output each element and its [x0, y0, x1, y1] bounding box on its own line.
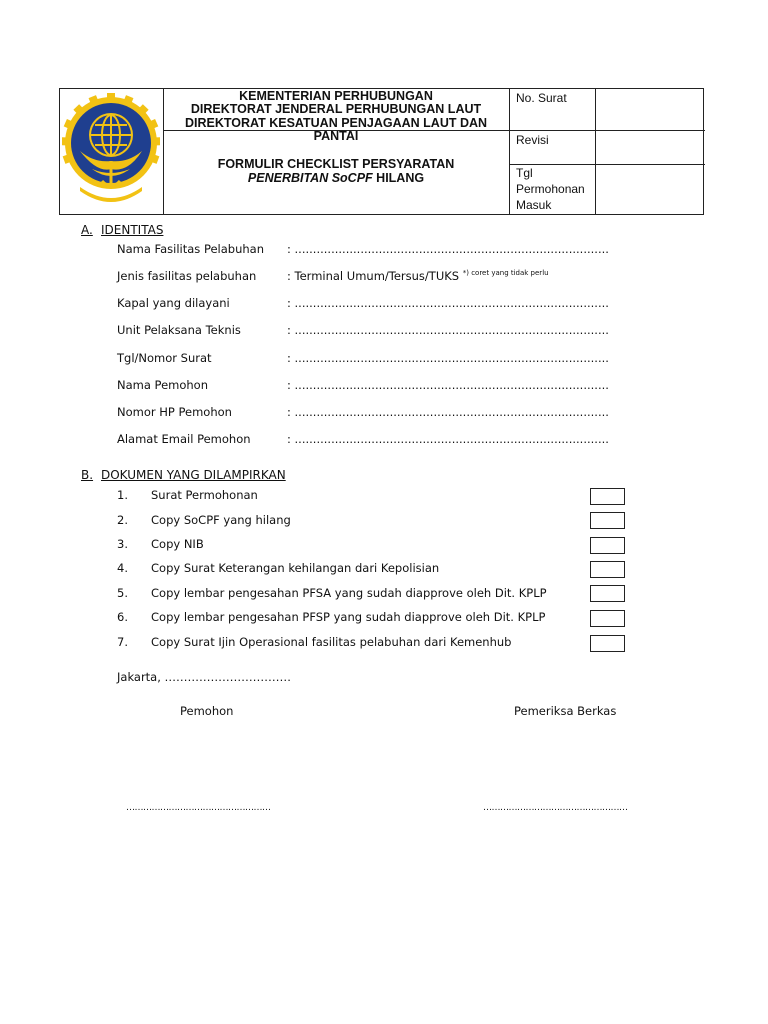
checker-signature-line: ……………………………………………	[483, 803, 628, 813]
field-value: : ......................................................................................	[287, 242, 609, 256]
field-label: Tgl/Nomor Surat	[117, 351, 212, 365]
document-item: Copy Surat Keterangan kehilangan dari Kepolisian	[151, 561, 440, 575]
document-checkbox[interactable]	[590, 512, 625, 529]
document-checkbox[interactable]	[590, 561, 625, 578]
section-a-heading	[81, 223, 163, 237]
field-label: Unit Pelaksana Teknis	[117, 323, 241, 337]
field-value: : ......................................................................................	[287, 296, 609, 310]
field-value: : ......................................................................................	[287, 378, 609, 392]
document-number: 3.	[117, 537, 128, 551]
form-subtitle	[163, 172, 509, 185]
place-date: Jakarta, ……………………………	[117, 670, 292, 684]
facility-type-options: : Terminal Umum/Tersus/TUKS	[287, 269, 463, 283]
section-a-title: IDENTITAS	[101, 223, 164, 237]
section-a-letter: A.	[81, 223, 93, 237]
document-number: 6.	[117, 610, 128, 624]
field-value	[287, 269, 549, 283]
header-divider	[509, 130, 705, 131]
tgl-label-line3: Masuk	[516, 198, 552, 212]
field-label: Nama Pemohon	[117, 378, 209, 392]
document-checkbox[interactable]	[590, 537, 625, 554]
field-value: : ......................................................................................	[287, 323, 609, 337]
section-b-title: DOKUMEN YANG DILAMPIRKAN	[101, 468, 286, 482]
checker-label: Pemeriksa Berkas	[514, 704, 617, 718]
tgl-label-line1: Tgl	[516, 166, 533, 180]
tgl-label-line2: Permohonan	[516, 182, 585, 196]
document-item: Copy SoCPF yang hilang	[151, 513, 291, 527]
document-number: 7.	[117, 635, 128, 649]
header-table	[59, 88, 704, 215]
field-label: Nama Fasilitas Pelabuhan	[117, 242, 264, 256]
document-number: 5.	[117, 586, 128, 600]
header-divider	[509, 89, 510, 214]
field-label: Jenis fasilitas pelabuhan	[117, 269, 257, 283]
field-label: Kapal yang dilayani	[117, 296, 230, 310]
document-checkbox[interactable]	[590, 585, 625, 602]
section-b-letter: B.	[81, 468, 94, 482]
document-item: Copy lembar pengesahan PFSA yang sudah diapprove oleh Dit. KPLP	[151, 586, 547, 600]
ministry-logo	[62, 91, 160, 211]
document-item: Copy lembar pengesahan PFSP yang sudah diapprove oleh Dit. KPLP	[151, 610, 546, 624]
form-subtitle-rest: HILANG	[372, 171, 425, 185]
field-label: Alamat Email Pemohon	[117, 432, 251, 446]
applicant-label: Pemohon	[180, 704, 234, 718]
applicant-signature-line: ……………………………………………	[126, 803, 271, 813]
document-item: Copy Surat Ijin Operasional fasilitas pelabuhan dari Kemenhub	[151, 635, 512, 649]
document-number: 1.	[117, 488, 128, 502]
field-value: : ......................................................................................	[287, 351, 609, 365]
section-b-heading	[81, 468, 286, 482]
document-checkbox[interactable]	[590, 635, 625, 652]
header-divider	[509, 164, 705, 165]
no-surat-label: No. Surat	[516, 91, 567, 105]
directorate-general-name: DIREKTORAT JENDERAL PERHUBUNGAN LAUT	[190, 102, 482, 116]
form-title: FORMULIR CHECKLIST PERSYARATAN	[217, 157, 455, 171]
document-number: 4.	[117, 561, 128, 575]
form-subtitle-italic: PENERBITAN SoCPF	[247, 171, 373, 185]
field-label: Nomor HP Pemohon	[117, 405, 232, 419]
ministry-name: KEMENTERIAN PERHUBUNGAN	[239, 89, 433, 103]
strike-note: *) coret yang tidak perlu	[462, 269, 549, 278]
document-number: 2.	[117, 513, 128, 527]
field-value: : ......................................................................................	[287, 432, 609, 446]
document-item: Copy NIB	[151, 537, 204, 551]
document-item: Surat Permohonan	[151, 488, 258, 502]
document-checkbox[interactable]	[590, 488, 625, 505]
directorate-name: DIREKTORAT KESATUAN PENJAGAAN LAUT DAN PANTAI	[184, 116, 488, 143]
document-checkbox[interactable]	[590, 610, 625, 627]
field-value: : ......................................................................................	[287, 405, 609, 419]
revisi-label: Revisi	[516, 133, 549, 147]
header-divider	[595, 89, 596, 214]
